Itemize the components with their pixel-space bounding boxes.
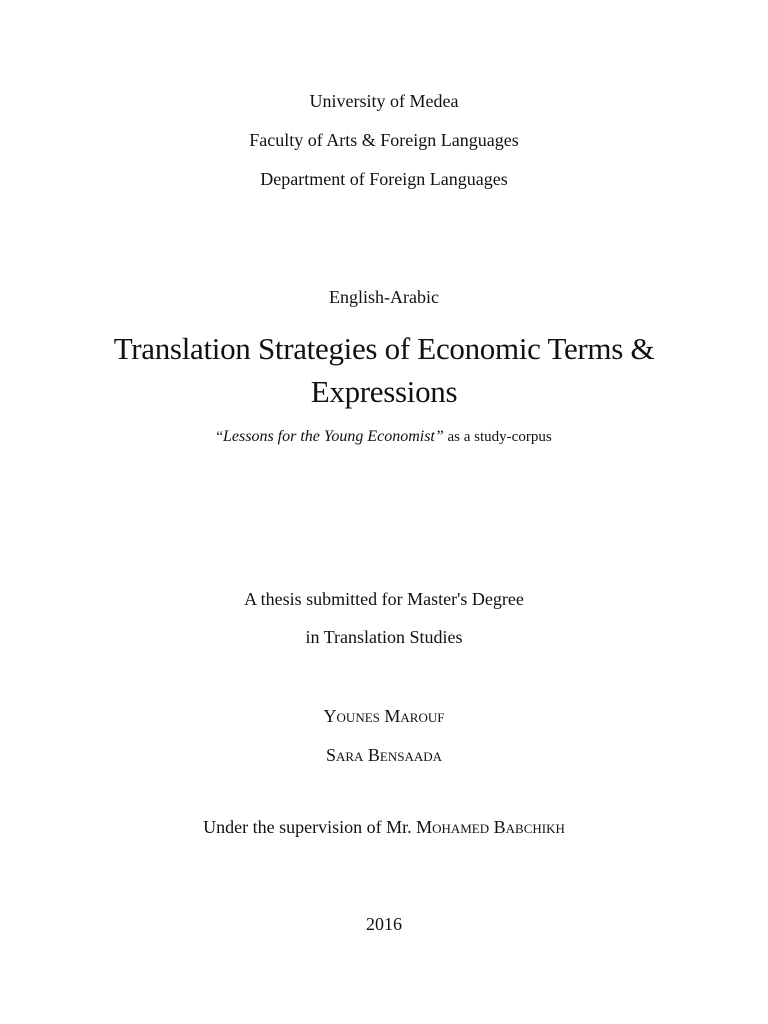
degree-statement-line-2: in Translation Studies [305,627,463,647]
thesis-subtitle [0,428,768,446]
author-name: Sara Bensaada [325,745,443,765]
subtitle-suffix: as a study-corpus [443,429,552,445]
faculty-name: Faculty of Arts & Foreign Languages [249,130,519,150]
thesis-title-line-2: Expressions [310,374,458,409]
year: 2016 [366,914,402,934]
thesis-title-line-1: Translation Strategies of Economic Terms & [113,331,655,366]
language-pair: English-Arabic [329,287,439,307]
supervision-prefix: Under the supervision of Mr. [203,817,417,837]
author-name: Younes Marouf [323,706,445,726]
supervision-statement [0,817,768,838]
department-name: Department of Foreign Languages [260,169,508,189]
degree-statement-line-1: A thesis submitted for Master's Degree [244,589,524,609]
open-quote: “ [216,429,223,445]
close-quote: ” [434,428,444,445]
supervisor-name: Mohamed Babchikh [416,817,565,837]
university-name: University of Medea [309,91,459,111]
corpus-title: Lessons for the Young Economist [222,428,435,445]
